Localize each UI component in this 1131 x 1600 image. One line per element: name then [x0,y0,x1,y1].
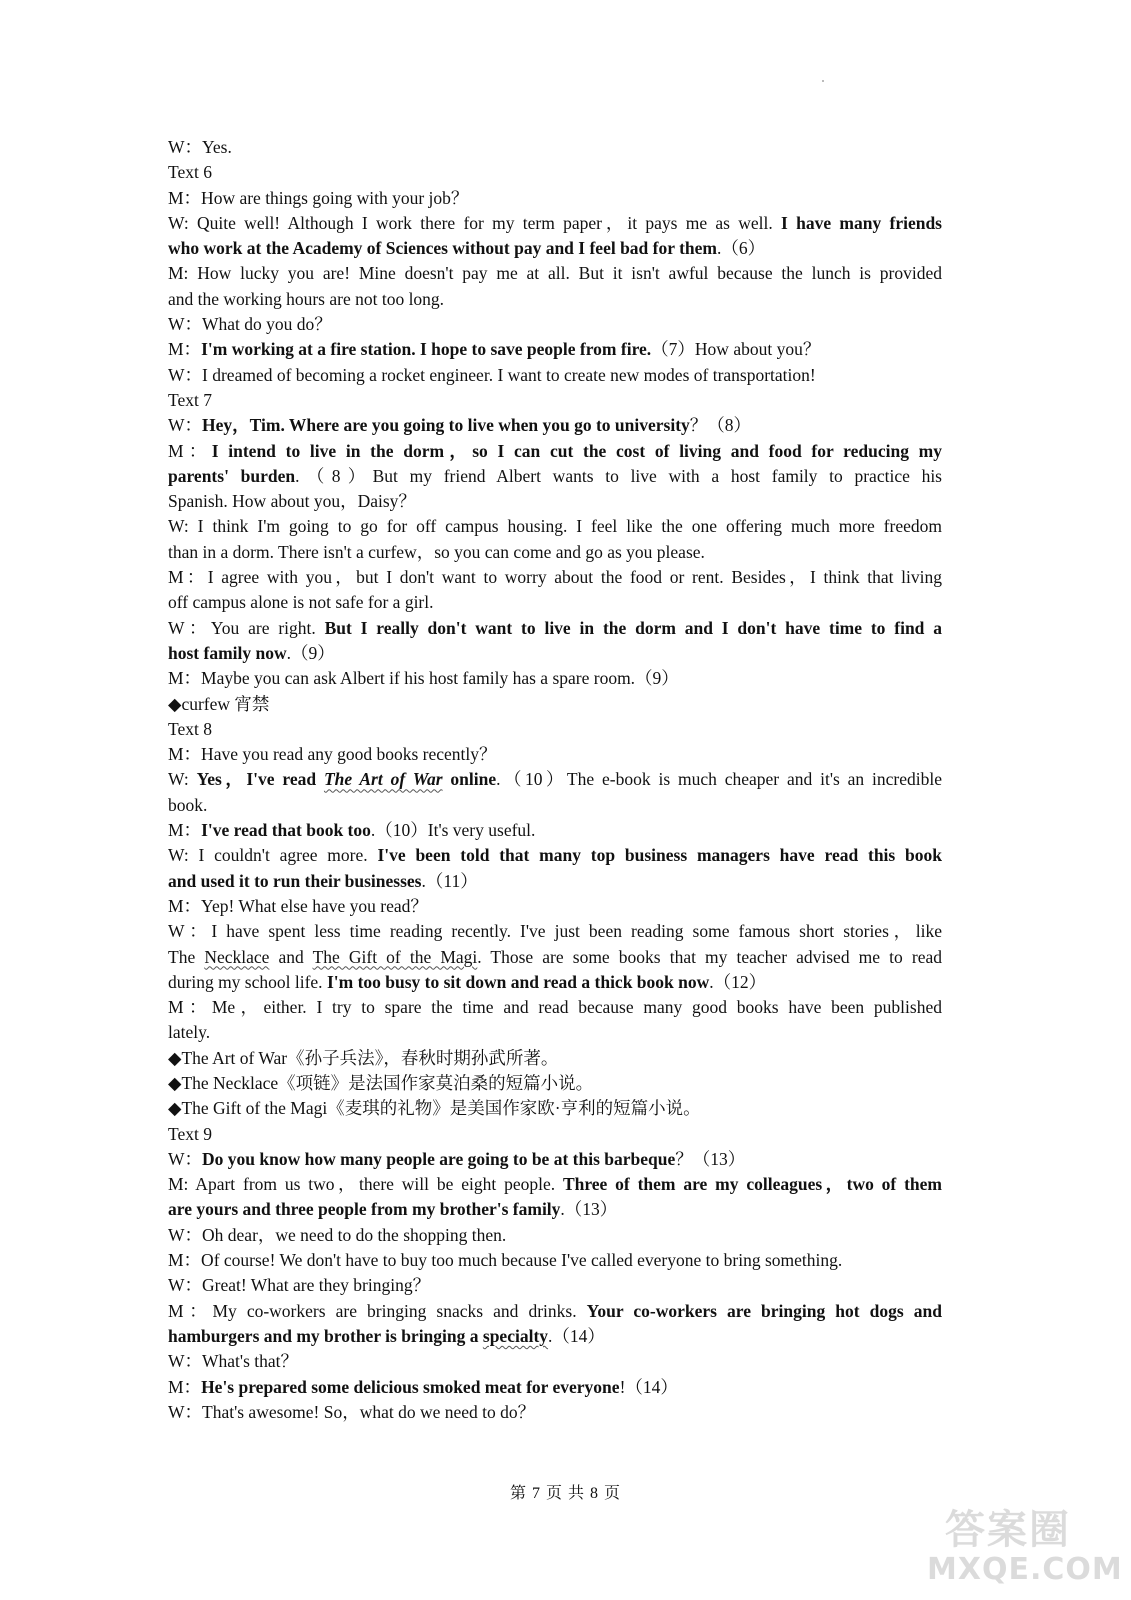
line-text: ◆The Necklace《项链》是法国作家莫泊桑的短篇小说。 [168,1072,594,1093]
key-sentence: who work at the Academy of Sciences without pay and I feel bad for them [168,238,717,259]
key-sentence: I've read that book too [201,820,371,841]
key-sentence: online [442,769,497,790]
line-text: during my school life. [168,971,327,992]
line-text: M：Of course! We don't have to buy too much because I've called everyone to bring something. [168,1250,843,1271]
transcript-line [168,919,942,944]
line-text: Text 9 [168,1123,212,1144]
line-text: ◆The Gift of the Magi《麦琪的礼物》是美国作家欧·亨利的短篇小说。 [168,1098,701,1119]
transcript-line [168,590,942,615]
line-text: . Those are some books that my teacher advised me to read [477,946,942,967]
line-text: W：Great! What are they bringing？ [168,1275,431,1296]
line-text: Text 8 [168,718,212,739]
line-text: .（12） [709,971,767,992]
transcript-line [168,1046,942,1071]
transcript-line [168,1071,942,1096]
line-text: （7）How about you？ [651,339,821,360]
line-text: W：I dreamed of becoming a rocket engineer. I want to create new modes of transportation! [168,364,816,385]
page-footer: 第 7 页 共 8 页 [509,1485,621,1502]
transcript-line [168,388,942,413]
key-sentence: Do you know how many people are going to be at this barbeque [202,1148,676,1169]
key-sentence: Your co-workers are bringing hot dogs and [586,1300,942,1321]
line-text: lately. [168,1022,211,1043]
transcript-line [168,565,942,590]
transcript-line [168,742,942,767]
transcript-line [168,464,942,489]
line-text: W: Quite well! Although I work there for my term paper，it pays me as well. [168,212,782,233]
line-text: .（8）But my friend Albert wants to live with a host family to practice his [295,465,942,486]
line-text: Spanish. How about you，Daisy？ [168,491,416,512]
transcript-line [168,236,942,261]
transcript-line [168,1273,942,1298]
transcript-line [168,489,942,514]
transcript-line [168,1248,942,1273]
line-text: W：What's that？ [168,1351,298,1372]
line-text: W：Oh dear，we need to do the shopping then. [168,1224,507,1245]
transcript-line [168,1400,942,1425]
key-sentence: I intend to live in the dorm，so I can cut the cost of living and food for reducing my [211,440,942,461]
line-text: and [269,946,313,967]
line-text: M：I agree with you，but I don't want to worry about the food or rent. Besides，I think that living [168,567,942,588]
key-sentence: I've been told that many top business managers have read this book [377,845,942,866]
line-text: W: [168,769,197,790]
line-text: M：Maybe you can ask Albert if his host family has a spare room.（9） [168,668,679,689]
line-text: W：You are right. [168,617,325,638]
line-text: M： [168,820,202,841]
line-text: M： [168,1376,202,1397]
key-sentence: hamburgers and my brother is bringing a [168,1325,483,1346]
transcript-line [168,1147,942,1172]
transcript-line [168,945,942,970]
transcript-line [168,1096,942,1121]
line-text: Text 6 [168,162,212,183]
underlined-term: Necklace [204,946,270,967]
transcript-line [168,666,942,691]
transcript-line [168,692,942,717]
transcript-line [168,287,942,312]
transcript-line [168,363,942,388]
transcript-line [168,1172,942,1197]
key-sentence: specialty [482,1325,549,1346]
transcript-line [168,1375,942,1400]
transcript-line [168,616,942,641]
transcript-line [168,413,942,438]
transcript-line [168,439,942,464]
line-text: .（14） [548,1325,605,1346]
line-text: .（10）It's very useful. [370,820,536,841]
transcript-line [168,970,942,995]
transcript-line [168,869,942,894]
line-text: M: Apart from us two，there will be eight people. [168,1174,563,1195]
line-text: .（13） [560,1199,618,1220]
key-sentence: and used it to run their businesses [168,870,422,891]
transcript-line [168,995,942,1020]
transcript-line [168,540,942,565]
line-text: M：Yep! What else have you read？ [168,895,428,916]
transcript-line [168,261,942,286]
line-text: ◆The Art of War《孙子兵法》，春秋时期孙武所著。 [168,1047,559,1068]
line-text: W： [168,1148,203,1169]
line-text: .（9） [286,642,335,663]
transcript-line [168,1122,942,1147]
transcript-line [168,312,942,337]
transcript-line [168,135,942,160]
line-text: M： [168,440,212,461]
transcript-line [168,1349,942,1374]
line-text: M： [168,339,202,360]
transcript-line [168,186,942,211]
watermark-url: MXQE.COM [927,1552,1123,1587]
line-text: .（10）The e-book is much cheaper and it's an incredible [496,769,943,790]
watermark-glyphs: 答案圈 [945,1507,1071,1553]
transcript-line [168,793,942,818]
line-text: .（6） [716,238,766,259]
transcript-line [168,160,942,185]
line-text: and the working hours are not too long. [168,288,445,309]
transcript-line [168,843,942,868]
line-text: ？（8） [689,415,752,436]
line-text: W：What do you do？ [168,314,332,335]
line-text: W：Yes. [168,137,232,157]
line-text: W：That's awesome! So，what do we need to do？ [168,1401,536,1422]
line-text: M：How are things going with your job？ [168,187,469,208]
key-sentence: But I really don't want to live in the dorm and I don't have time to find a [324,617,942,638]
line-text: off campus alone is not safe for a girl. [168,592,434,613]
key-sentence: I'm too busy to sit down and read a thick book now [326,971,710,992]
book-title: The Art of War [323,769,443,790]
line-text: W: I couldn't agree more. [168,845,378,866]
line-text: book. [168,794,208,815]
line-text: The [168,946,205,967]
line-text: ？（13） [675,1148,746,1169]
key-sentence: I'm working at a fire station. I hope to save people from fire. [201,339,652,360]
transcript-line [168,1223,942,1248]
transcript-line [168,818,942,843]
transcript-line [168,767,942,792]
line-text: than in a dorm. There isn't a curfew，so you can come and go as you please. [168,541,705,562]
key-sentence: parents' burden [168,465,296,486]
underlined-term: The Gift of the Magi [312,946,478,967]
transcript-line [168,894,942,919]
line-text: W: I think I'm going to go for off campus housing. I feel like the one offering much more freedom [168,516,942,537]
key-sentence: I have many friends [781,212,942,233]
line-text: M：Have you read any good books recently？ [168,744,497,765]
transcript-line [168,514,942,539]
transcript-line [168,1020,942,1045]
transcript-line [168,717,942,742]
line-text: W：I have spent less time reading recently. I've just been reading some famous short stories，like [168,921,942,942]
transcript-body [168,135,942,1425]
key-sentence: host family now [168,642,287,663]
transcript-line [168,641,942,666]
line-text: M: How lucky you are! Mine doesn't pay me at all. But it isn't awful because the lunch is provided [168,263,942,284]
line-text: M：Me，either. I try to spare the time and read because many good books have been published [168,997,942,1018]
line-text: ◆curfew 宵禁 [168,693,270,714]
transcript-line [168,337,942,362]
line-text: .（11） [421,870,478,891]
key-sentence: Hey，Tim. Where are you going to live when you go to university [202,415,690,436]
key-sentence: Three of them are my colleagues，two of them [562,1174,943,1195]
scan-speck [822,80,824,82]
line-text: Text 7 [168,389,212,410]
key-sentence: Yes，I've read [196,769,324,790]
line-text: M：My co-workers are bringing snacks and drinks. [168,1300,587,1321]
transcript-line [168,1197,942,1222]
line-text: !（14） [619,1376,678,1397]
key-sentence: He's prepared some delicious smoked meat for everyone [201,1376,620,1397]
transcript-line [168,1299,942,1324]
watermark-logo [925,1490,1125,1595]
line-text: W： [168,415,203,436]
transcript-line [168,1324,942,1349]
transcript-line [168,211,942,236]
key-sentence: are yours and three people from my brother's family [168,1199,561,1220]
